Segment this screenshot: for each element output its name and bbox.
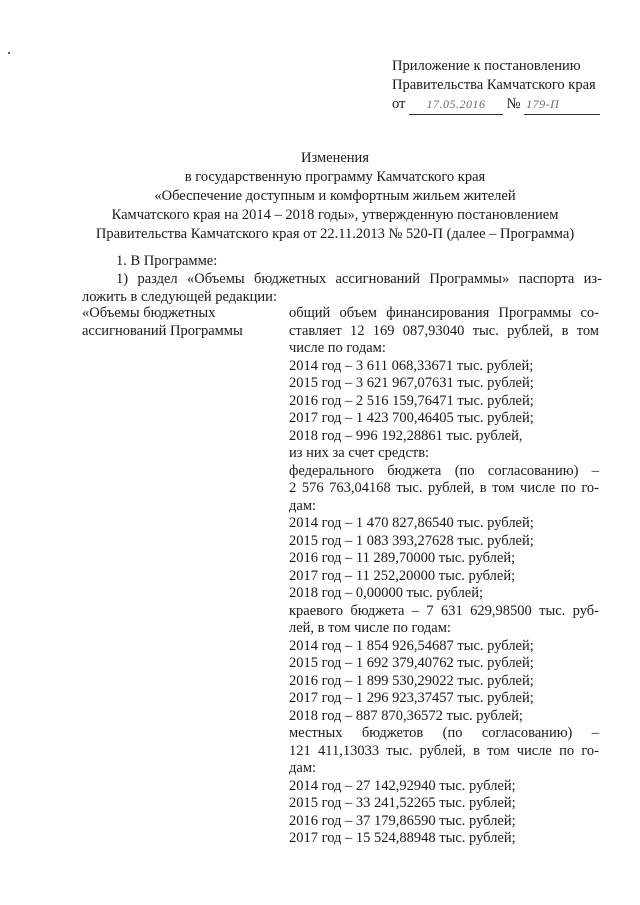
handwritten-number: 179-П xyxy=(524,95,600,115)
financing-line: 2 576 763,04168 тыс. рублей, в том числе по го- xyxy=(289,480,599,496)
financing-line: 2016 год – 37 179,86590 тыс. рублей; xyxy=(289,812,516,829)
date-prefix: от xyxy=(392,96,406,112)
title-line: Правительства Камчатского края от 22.11.2013 № 520-П (далее – Программа) xyxy=(95,226,575,242)
title-line: Изменения xyxy=(301,150,369,166)
financing-line: 2015 год – 1 692 379,40762 тыс. рублей; xyxy=(289,655,534,671)
title-line: в государственную программу Камчатского края xyxy=(184,169,486,185)
item-paragraph xyxy=(82,270,602,306)
item-line-2: ложить в следующей редакции: xyxy=(82,289,277,305)
financing-line: 2016 год – 1 899 530,29022 тыс. рублей; xyxy=(289,672,534,689)
financing-line: 2018 год – 996 192,28861 тыс. рублей, xyxy=(289,427,523,444)
section-heading: 1. В Программе: xyxy=(116,253,218,269)
financing-line: краевого бюджета – 7 631 629,98500 тыс. руб- xyxy=(289,602,599,619)
financing-line: 2016 год – 11 289,70000 тыс. рублей; xyxy=(289,550,516,566)
title-line: Камчатского края на 2014 – 2018 годы», утвержденную постановлением xyxy=(111,207,559,223)
financing-line: 2014 год – 1 470 827,86540 тыс. рублей; xyxy=(289,515,534,531)
financing-line: 2017 год – 15 524,88948 тыс. рублей; xyxy=(289,830,516,846)
financing-line: из них за счет средств: xyxy=(289,445,430,461)
financing-line: 2015 год – 3 621 967,07631 тыс. рублей; xyxy=(289,375,534,391)
item-line-1: 1) раздел «Объемы бюджетных ассигнований Программы» паспорта из- xyxy=(116,271,602,287)
left-cell-line-1: «Объемы бюджетных xyxy=(82,305,216,321)
financing-line: местных бюджетов (по согласованию) – xyxy=(289,725,599,741)
financing-line: 2018 год – 887 870,36572 тыс. рублей; xyxy=(289,707,523,724)
handwritten-date: 17.05.2016 xyxy=(409,95,503,115)
number-prefix: № xyxy=(506,96,521,112)
financing-line: ставляет 12 169 087,93040 тыс. рублей, в том xyxy=(289,322,599,339)
financing-line: дам: xyxy=(289,760,317,776)
financing-line: 2016 год – 2 516 159,76471 тыс. рублей; xyxy=(289,392,534,409)
stamp-line-1: Приложение к постановлению xyxy=(392,58,581,74)
stamp-date-line xyxy=(392,95,612,115)
financing-line: 121 411,13033 тыс. рублей, в том числе по го- xyxy=(289,742,599,759)
financing-line: 2015 год – 33 241,52265 тыс. рублей; xyxy=(289,795,516,811)
title-line: «Обеспечение доступным и комфортным жильем жителей xyxy=(154,188,516,204)
financing-line: дам: xyxy=(289,497,317,514)
table-right-cell xyxy=(289,305,599,848)
financing-line: федерального бюджета (по согласованию) – xyxy=(289,462,599,479)
financing-line: 2017 год – 1 296 923,37457 тыс. рублей; xyxy=(289,690,534,706)
financing-line: 2017 год – 11 252,20000 тыс. рублей; xyxy=(289,567,516,584)
scan-mark xyxy=(8,52,10,54)
financing-line: 2014 год – 27 142,92940 тыс. рублей; xyxy=(289,777,516,794)
financing-line: общий объем финансирования Программы со- xyxy=(289,305,599,321)
financing-line: лей, в том числе по годам: xyxy=(289,620,451,636)
approval-stamp xyxy=(392,57,612,115)
financing-line: числе по годам: xyxy=(289,340,386,356)
financing-line: 2015 год – 1 083 393,27628 тыс. рублей; xyxy=(289,532,534,549)
table-left-cell xyxy=(82,305,282,340)
financing-line: 2018 год – 0,00000 тыс. рублей; xyxy=(289,585,484,601)
financing-line: 2017 год – 1 423 700,46405 тыс. рублей; xyxy=(289,410,534,426)
financing-line: 2014 год – 1 854 926,54687 тыс. рублей; xyxy=(289,637,534,654)
stamp-line-2: Правительства Камчатского края xyxy=(392,77,596,93)
financing-line: 2014 год – 3 611 068,33671 тыс. рублей; xyxy=(289,357,534,374)
left-cell-line-2: ассигнований Программы xyxy=(82,322,243,339)
document-title xyxy=(80,149,590,244)
